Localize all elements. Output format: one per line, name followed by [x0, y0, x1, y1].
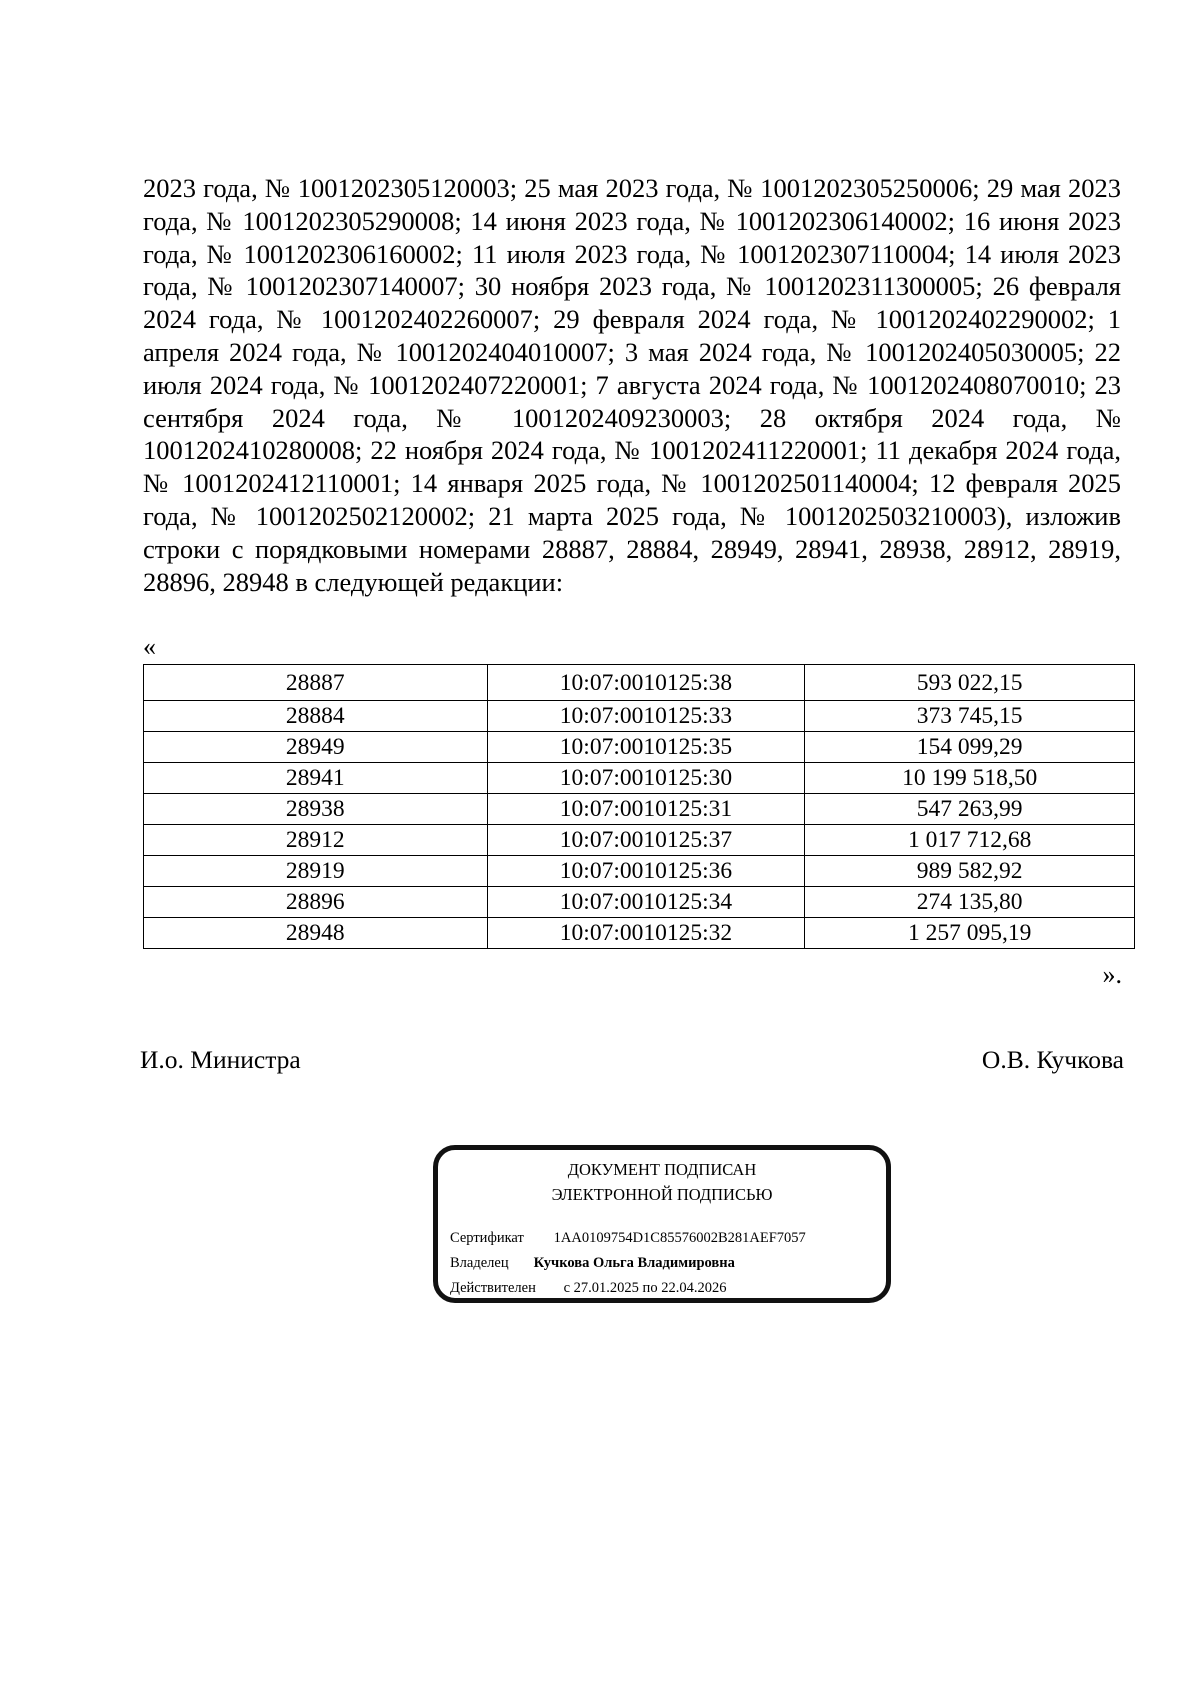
electronic-signature-stamp — [433, 1145, 891, 1303]
cadastral-number-cell: 10:07:0010125:35 — [487, 732, 805, 763]
signatory-name: О.В. Кучкова — [981, 1045, 1124, 1074]
stamp-title-line1: ДОКУМЕНТ ПОДПИСАН — [567, 1160, 757, 1179]
cadastral-value-cell: 1 017 712,68 — [805, 825, 1135, 856]
cadastral-table-body — [144, 665, 1135, 949]
cadastral-value-cell: 373 745,15 — [805, 701, 1135, 732]
certificate-value: 1AA0109754D1C85576002B281AEF7057 — [553, 1230, 806, 1246]
table-row — [144, 856, 1135, 887]
table-row — [144, 701, 1135, 732]
cadastral-value-cell: 154 099,29 — [805, 732, 1135, 763]
stamp-title-line2: ЭЛЕКТРОННОЙ ПОДПИСЬЮ — [551, 1185, 773, 1204]
row-number-cell: 28887 — [144, 665, 488, 701]
body-paragraph: 2023 года, № 1001202305120003; 25 мая 2023 года, № 1001202305250006; 29 мая 2023 года, № 1001202305290008; 14 июня 2023 года, № 1001202306140002; 16 июня 2023 года, № 1001202306160002; 11 июля 2023 года, № 1001202307110004; 14 июля 2023 года, № 1001202307140007; 30 ноября 2023 года, № 1001202311300005; 26 февраля 2024 года, № 1001202402260007; 29 февраля 2024 года, № 1001202402290002; 1 апреля 2024 года, № 1001202404010007; 3 мая 2024 года, № 1001202405030005; 22 июля 2024 года, № 1001202407220001; 7 августа 2024 года, № 1001202408070010; 23 сентября 2024 года, № 1001202409230003; 28 октября 2024 года, № 1001202410280008; 22 ноября 2024 года, № 1001202411220001; 11 декабря 2024 года, № 1001202412110001; 14 января 2025 года, № 1001202501140004; 12 февраля 2025 года, № 1001202502120002; 21 марта 2025 года, № 1001202503210003), изложив строки с порядковыми номерами 28887, 28884, 28949, 28941, 28938, 28912, 28919, 28896, 28948 в следующей редакции: — [143, 173, 1121, 597]
open-quote: « — [143, 632, 156, 661]
cadastral-value-cell: 1 257 095,19 — [805, 918, 1135, 949]
row-number-cell: 28948 — [144, 918, 488, 949]
stamp-owner-row — [450, 1255, 735, 1272]
cadastral-table — [143, 664, 1135, 949]
cadastral-value-cell: 10 199 518,50 — [805, 763, 1135, 794]
owner-label: Владелец — [450, 1255, 509, 1271]
signatory-position: И.о. Министра — [140, 1045, 301, 1074]
row-number-cell: 28912 — [144, 825, 488, 856]
owner-value: Кучкова Ольга Владимировна — [533, 1255, 735, 1271]
row-number-cell: 28941 — [144, 763, 488, 794]
cadastral-number-cell: 10:07:0010125:32 — [487, 918, 805, 949]
table-row — [144, 887, 1135, 918]
stamp-validity-row — [450, 1280, 726, 1297]
cadastral-value-cell: 274 135,80 — [805, 887, 1135, 918]
table-row — [144, 732, 1135, 763]
validity-value: с 27.01.2025 по 22.04.2026 — [563, 1280, 727, 1296]
stamp-certificate-row — [450, 1230, 806, 1247]
table-row — [144, 763, 1135, 794]
cadastral-number-cell: 10:07:0010125:38 — [487, 665, 805, 701]
row-number-cell: 28938 — [144, 794, 488, 825]
cadastral-value-cell: 547 263,99 — [805, 794, 1135, 825]
row-number-cell: 28884 — [144, 701, 488, 732]
cadastral-number-cell: 10:07:0010125:31 — [487, 794, 805, 825]
table-row — [144, 794, 1135, 825]
cadastral-number-cell: 10:07:0010125:30 — [487, 763, 805, 794]
cadastral-number-cell: 10:07:0010125:36 — [487, 856, 805, 887]
table-row — [144, 918, 1135, 949]
cadastral-number-cell: 10:07:0010125:33 — [487, 701, 805, 732]
row-number-cell: 28949 — [144, 732, 488, 763]
table-row — [144, 825, 1135, 856]
cadastral-value-cell: 593 022,15 — [805, 665, 1135, 701]
row-number-cell: 28896 — [144, 887, 488, 918]
cadastral-value-cell: 989 582,92 — [805, 856, 1135, 887]
validity-label: Действителен — [450, 1280, 536, 1296]
certificate-label: Сертификат — [450, 1230, 524, 1246]
table-row — [144, 665, 1135, 701]
close-quote: ». — [1102, 960, 1122, 989]
row-number-cell: 28919 — [144, 856, 488, 887]
cadastral-number-cell: 10:07:0010125:34 — [487, 887, 805, 918]
cadastral-number-cell: 10:07:0010125:37 — [487, 825, 805, 856]
